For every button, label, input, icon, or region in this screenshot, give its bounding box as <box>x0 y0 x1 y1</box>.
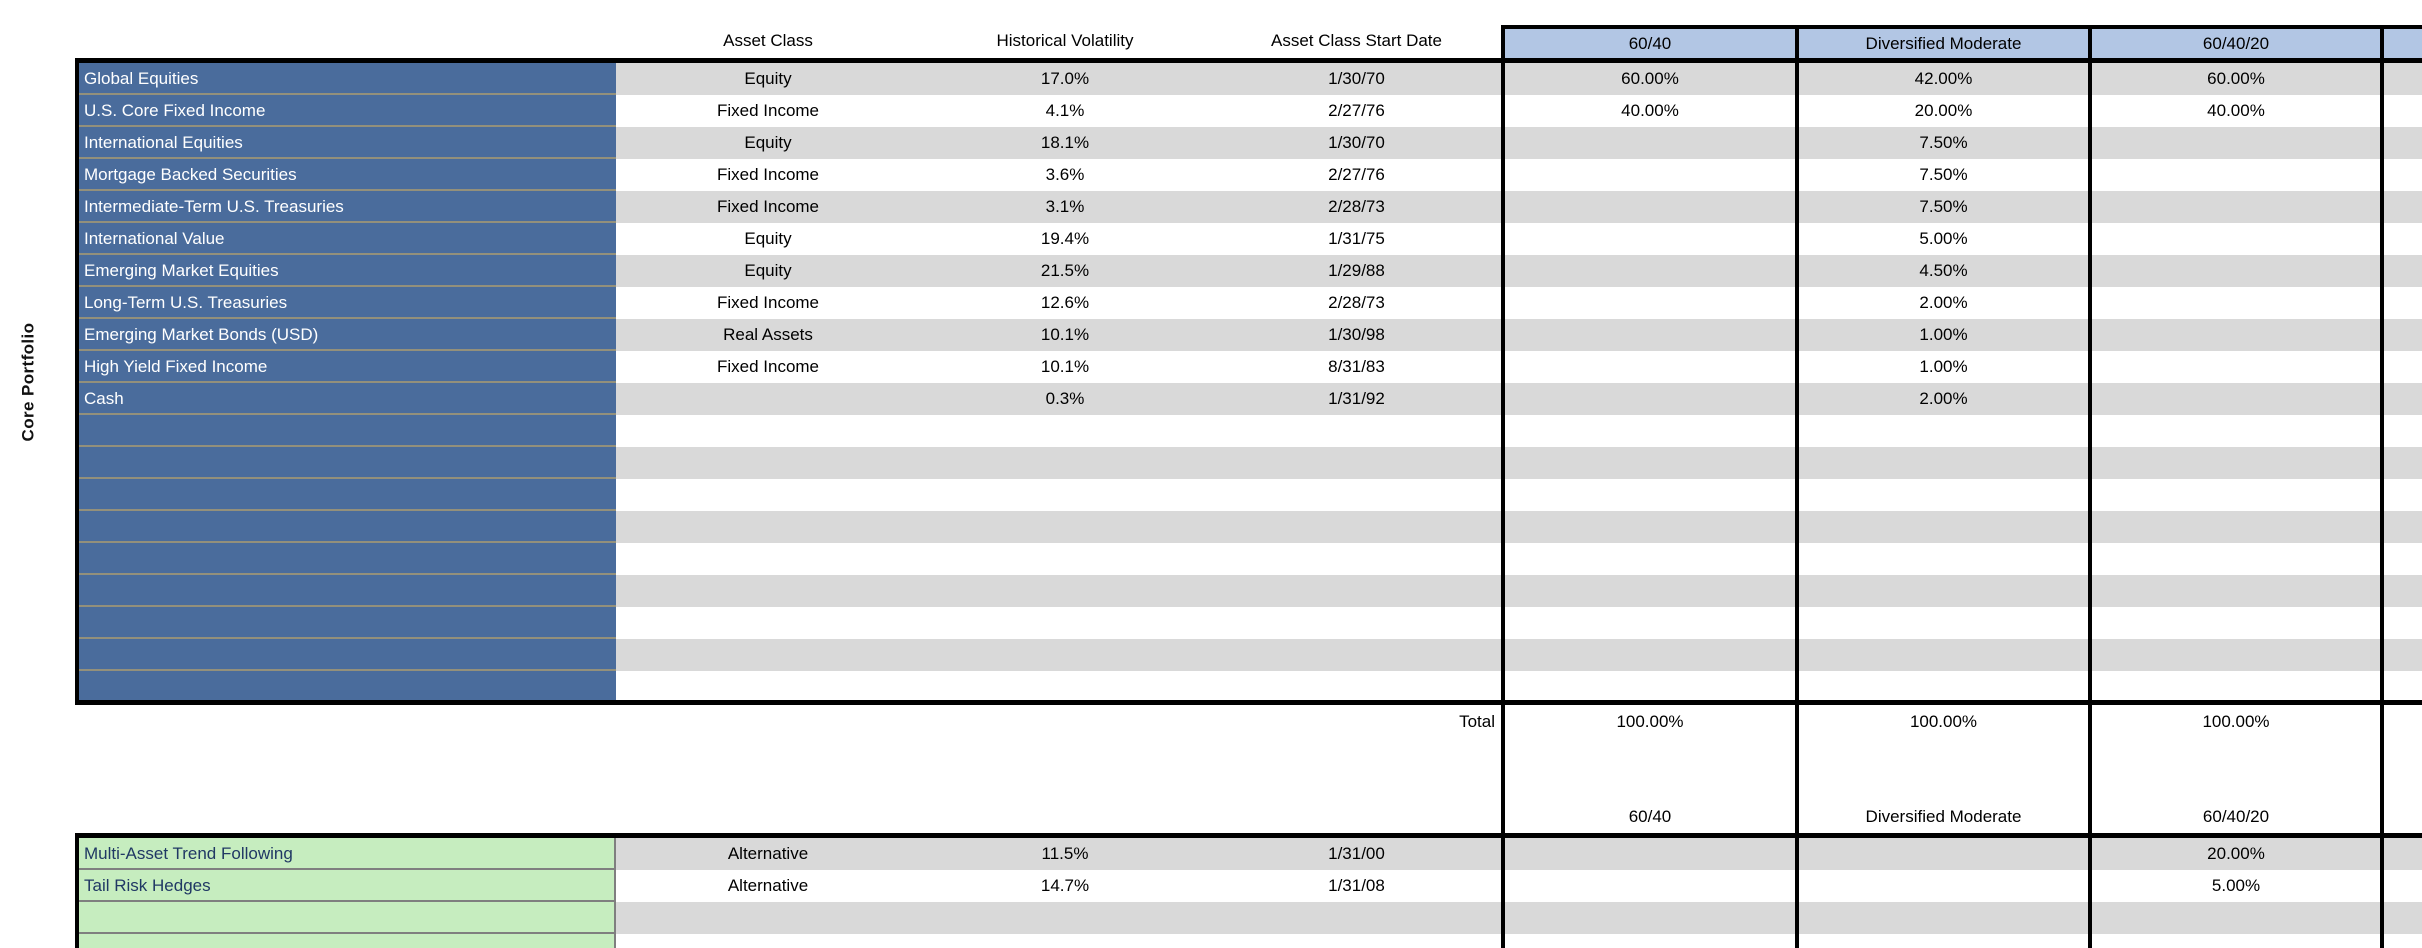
start-date-cell[interactable]: 2/27/76 <box>1328 101 1385 120</box>
asset-class-cell[interactable]: Real Assets <box>616 319 920 351</box>
allocation-cell[interactable] <box>2090 415 2382 447</box>
core-row <box>77 479 2422 511</box>
volatility-cell[interactable]: 11.5% <box>920 838 1210 870</box>
asset-class-cell[interactable] <box>616 383 920 415</box>
spacer-cell[interactable] <box>2382 287 2422 319</box>
allocation-cell[interactable] <box>2090 671 2382 703</box>
start-date-cell[interactable] <box>1210 671 1503 703</box>
allocation-cell[interactable]: 1.00% <box>1797 319 2090 351</box>
core-row <box>77 351 2422 383</box>
spacer-cell[interactable] <box>2382 319 2422 351</box>
asset-class-cell[interactable] <box>616 671 920 703</box>
table-border <box>2380 25 2384 948</box>
allocation-cell[interactable] <box>2090 223 2382 255</box>
row-label-cell[interactable] <box>77 447 616 479</box>
allocation-cell[interactable] <box>1503 934 1797 948</box>
core-row <box>77 287 2422 319</box>
allocation-cell[interactable] <box>2090 543 2382 575</box>
row-label-cell[interactable]: Global Equities <box>77 63 616 95</box>
alt-row <box>77 838 2422 870</box>
start-date-cell[interactable] <box>1210 902 1503 934</box>
volatility-cell[interactable]: 0.3% <box>920 383 1210 415</box>
volatility-cell[interactable]: 10.1% <box>1040 357 1090 376</box>
spacer-cell[interactable] <box>2382 127 2422 159</box>
allocation-cell[interactable] <box>2090 575 2382 607</box>
allocation-cell[interactable] <box>1503 191 1797 223</box>
table-border <box>77 700 2422 705</box>
allocation-cell[interactable] <box>2090 319 2382 351</box>
spacer-cell[interactable] <box>2382 383 2422 415</box>
allocation-cell[interactable] <box>2090 255 2382 287</box>
start-date-cell[interactable]: 1/30/98 <box>1210 319 1503 351</box>
row-label-cell[interactable]: International Value <box>77 223 616 255</box>
volatility-cell[interactable] <box>920 575 1210 607</box>
allocation-cell[interactable] <box>1503 287 1797 319</box>
spacer-cell[interactable] <box>2382 95 2422 127</box>
row-label-cell[interactable] <box>77 511 616 543</box>
core-row <box>77 127 2422 159</box>
start-date-cell[interactable]: 1/31/75 <box>1328 229 1385 248</box>
asset-class-cell[interactable]: Fixed Income <box>616 191 920 223</box>
core-portfolio-table <box>77 63 2422 703</box>
allocation-cell[interactable]: 7.50% <box>1797 127 2090 159</box>
row-label-cell[interactable] <box>77 479 616 511</box>
volatility-cell[interactable]: 17.0% <box>920 63 1210 95</box>
allocation-cell[interactable] <box>2090 607 2382 639</box>
asset-class-cell[interactable]: Equity <box>616 63 920 95</box>
spacer-cell[interactable] <box>2382 543 2422 575</box>
start-date-cell[interactable]: 1/31/08 <box>1328 876 1385 895</box>
volatility-cell[interactable] <box>920 607 1210 639</box>
allocation-cell[interactable] <box>1797 902 2090 934</box>
column-header-historical-volatility[interactable]: Historical Volatility <box>996 31 1134 50</box>
volatility-cell[interactable] <box>920 415 1210 447</box>
start-date-cell[interactable]: 2/27/76 <box>1328 165 1385 184</box>
asset-class-cell[interactable] <box>616 639 920 671</box>
spacer-cell[interactable] <box>2382 838 2422 870</box>
row-label-cell[interactable] <box>77 415 616 447</box>
start-date-cell[interactable]: 1/30/70 <box>1210 127 1503 159</box>
spacer-cell[interactable] <box>2382 255 2422 287</box>
allocation-cell[interactable]: 42.00% <box>1797 63 2090 95</box>
allocation-cell[interactable]: 60.00% <box>2090 63 2382 95</box>
core-row <box>77 63 2422 95</box>
asset-class-cell[interactable] <box>616 479 920 511</box>
start-date-cell[interactable]: 1/29/88 <box>1210 255 1503 287</box>
volatility-cell[interactable] <box>920 511 1210 543</box>
spacer-cell[interactable] <box>2382 870 2422 902</box>
start-date-cell[interactable] <box>1210 934 1503 948</box>
core-row <box>77 607 2422 639</box>
core-row <box>77 575 2422 607</box>
allocation-cell[interactable] <box>1797 447 2090 479</box>
allocation-cell[interactable] <box>1503 255 1797 287</box>
volatility-cell[interactable]: 21.5% <box>920 255 1210 287</box>
allocation-cell[interactable] <box>2090 383 2382 415</box>
table-border <box>75 58 79 705</box>
total-value-60-40-20[interactable]: 100.00% <box>2202 712 2270 731</box>
allocation-cell[interactable] <box>1503 159 1797 191</box>
core-row <box>77 255 2422 287</box>
allocation-cell[interactable] <box>1503 319 1797 351</box>
row-label-cell[interactable]: Emerging Market Bonds (USD) <box>77 319 616 351</box>
allocation-cell[interactable] <box>1503 870 1797 902</box>
asset-class-cell[interactable]: Fixed Income <box>716 165 820 184</box>
allocation-cell[interactable]: 4.50% <box>1797 255 2090 287</box>
spacer-cell[interactable] <box>2382 575 2422 607</box>
spacer-cell[interactable] <box>2382 159 2422 191</box>
volatility-cell[interactable] <box>920 902 1210 934</box>
allocation-cell[interactable]: 20.00% <box>2090 838 2382 870</box>
row-label-cell[interactable] <box>77 543 616 575</box>
allocation-cell[interactable] <box>2090 447 2382 479</box>
allocation-cell[interactable] <box>2090 511 2382 543</box>
row-label-cell[interactable]: Emerging Market Equities <box>77 255 616 287</box>
volatility-cell[interactable]: 3.6% <box>1045 165 1085 184</box>
core-row <box>77 319 2422 351</box>
start-date-cell[interactable] <box>1210 543 1503 575</box>
spacer-cell[interactable] <box>2382 479 2422 511</box>
allocation-cell[interactable] <box>1503 127 1797 159</box>
row-label-cell[interactable] <box>77 575 616 607</box>
column-header-asset-class[interactable]: Asset Class <box>723 31 813 50</box>
allocation-cell[interactable]: 2.00% <box>1919 293 1968 312</box>
volatility-cell[interactable]: 19.4% <box>1040 229 1090 248</box>
core-row <box>77 511 2422 543</box>
spacer-cell[interactable] <box>2382 63 2422 95</box>
allocation-cell[interactable] <box>1797 934 2090 948</box>
alt-row <box>77 934 2422 948</box>
volatility-cell[interactable] <box>920 639 1210 671</box>
allocation-cell[interactable] <box>1503 223 1797 255</box>
column-header-start-date[interactable]: Asset Class Start Date <box>1270 31 1442 50</box>
allocation-cell[interactable] <box>1797 575 2090 607</box>
allocation-cell[interactable] <box>1797 870 2090 902</box>
spacer-cell[interactable] <box>2382 671 2422 703</box>
row-label-cell[interactable]: International Equities <box>77 127 616 159</box>
asset-class-cell[interactable]: Alternative <box>616 838 920 870</box>
row-label-cell[interactable] <box>77 671 616 703</box>
total-label[interactable]: Total <box>1459 712 1495 731</box>
row-label-cell[interactable]: High Yield Fixed Income <box>77 351 616 383</box>
allocation-cell[interactable] <box>2090 287 2382 319</box>
allocation-cell[interactable] <box>2090 639 2382 671</box>
row-label-cell[interactable]: Multi-Asset Trend Following <box>77 838 616 870</box>
asset-class-cell[interactable] <box>616 934 920 948</box>
allocation-cell[interactable] <box>1797 838 2090 870</box>
spacer-cell[interactable] <box>2382 902 2422 934</box>
asset-class-cell[interactable] <box>616 607 920 639</box>
asset-class-cell[interactable] <box>616 447 920 479</box>
row-label-cell[interactable] <box>77 934 616 948</box>
start-date-cell[interactable] <box>1210 447 1503 479</box>
allocation-cell[interactable] <box>1503 575 1797 607</box>
spacer-cell[interactable] <box>2382 415 2422 447</box>
volatility-cell[interactable]: 18.1% <box>920 127 1210 159</box>
asset-class-cell[interactable]: Equity <box>744 229 792 248</box>
allocation-cell[interactable] <box>2090 902 2382 934</box>
row-label-cell[interactable]: Mortgage Backed Securities <box>77 159 616 191</box>
allocation-cell[interactable] <box>1503 447 1797 479</box>
asset-class-cell[interactable]: Fixed Income <box>716 101 820 120</box>
allocation-cell[interactable]: 40.00% <box>2207 101 2265 120</box>
asset-class-cell[interactable]: Alternative <box>727 876 809 895</box>
allocation-cell[interactable] <box>2090 191 2382 223</box>
allocation-cell[interactable]: 1.00% <box>1919 357 1968 376</box>
start-date-cell[interactable]: 1/30/70 <box>1210 63 1503 95</box>
allocation-cell[interactable] <box>1503 351 1797 383</box>
table-border <box>77 833 2422 838</box>
row-label-cell[interactable] <box>77 902 616 934</box>
asset-class-cell[interactable] <box>616 543 920 575</box>
spacer-cell[interactable] <box>2382 934 2422 948</box>
table-border <box>2088 25 2092 948</box>
allocation-cell[interactable]: 2.00% <box>1797 383 2090 415</box>
spacer-cell[interactable] <box>2382 351 2422 383</box>
spacer-cell[interactable] <box>2382 639 2422 671</box>
row-label-cell[interactable] <box>77 607 616 639</box>
allocation-cell[interactable]: 60.00% <box>1503 63 1797 95</box>
start-date-cell[interactable] <box>1210 479 1503 511</box>
allocation-cell[interactable]: 7.50% <box>1919 165 1968 184</box>
start-date-cell[interactable]: 8/31/83 <box>1328 357 1385 376</box>
asset-class-cell[interactable] <box>616 902 920 934</box>
asset-class-cell[interactable]: Fixed Income <box>716 357 820 376</box>
asset-class-cell[interactable] <box>616 575 920 607</box>
asset-class-cell[interactable]: Equity <box>616 255 920 287</box>
table-border <box>77 58 2422 63</box>
start-date-cell[interactable]: 2/28/73 <box>1210 191 1503 223</box>
start-date-cell[interactable]: 2/28/73 <box>1328 293 1385 312</box>
volatility-cell[interactable] <box>920 671 1210 703</box>
allocation-cell[interactable]: 40.00% <box>1621 101 1679 120</box>
allocation-cell[interactable] <box>2090 127 2382 159</box>
volatility-cell[interactable] <box>920 479 1210 511</box>
allocation-cell[interactable] <box>2090 159 2382 191</box>
allocation-cell[interactable] <box>1503 607 1797 639</box>
volatility-cell[interactable]: 10.1% <box>920 319 1210 351</box>
spacer-cell[interactable] <box>2382 511 2422 543</box>
volatility-cell[interactable]: 14.7% <box>1040 876 1090 895</box>
core-row <box>77 383 2422 415</box>
allocation-cell[interactable] <box>2090 479 2382 511</box>
allocation-cell[interactable] <box>1797 671 2090 703</box>
asset-class-cell[interactable] <box>616 511 920 543</box>
start-date-cell[interactable]: 1/31/00 <box>1210 838 1503 870</box>
allocation-cell[interactable] <box>1797 511 2090 543</box>
allocation-cell[interactable] <box>1797 607 2090 639</box>
table-border <box>1501 25 1505 948</box>
volatility-cell[interactable] <box>920 934 1210 948</box>
allocation-cell[interactable] <box>1503 671 1797 703</box>
total-value-60-40[interactable]: 100.00% <box>1616 712 1684 731</box>
table-border <box>1795 25 1799 948</box>
start-date-cell[interactable] <box>1210 511 1503 543</box>
spacer-cell[interactable] <box>2382 607 2422 639</box>
spacer-cell[interactable] <box>2382 223 2422 255</box>
core-row <box>77 223 2422 255</box>
allocation-cell[interactable]: 7.50% <box>1797 191 2090 223</box>
core-row <box>77 95 2422 127</box>
spacer-cell[interactable] <box>2382 191 2422 223</box>
portfolio-header-diversified-moderate[interactable]: Diversified Moderate <box>1865 34 2022 53</box>
allocation-cell[interactable] <box>2090 351 2382 383</box>
start-date-cell[interactable] <box>1210 607 1503 639</box>
row-label-cell[interactable] <box>77 639 616 671</box>
portfolio-header-60-40[interactable]: 60/40 <box>1628 34 1672 53</box>
start-date-cell[interactable]: 1/31/92 <box>1210 383 1503 415</box>
core-row <box>77 671 2422 703</box>
asset-class-cell[interactable] <box>616 415 920 447</box>
start-date-cell[interactable] <box>1210 639 1503 671</box>
volatility-cell[interactable]: 12.6% <box>1040 293 1090 312</box>
allocation-cell[interactable] <box>1797 479 2090 511</box>
core-row <box>77 639 2422 671</box>
row-label-cell[interactable]: Intermediate-Term U.S. Treasuries <box>77 191 616 223</box>
allocation-cell[interactable] <box>1797 639 2090 671</box>
alternatives-table <box>77 838 2422 948</box>
allocation-cell[interactable] <box>1503 543 1797 575</box>
start-date-cell[interactable] <box>1210 575 1503 607</box>
allocation-cell[interactable]: 5.00% <box>1919 229 1968 248</box>
core-row <box>77 447 2422 479</box>
core-portfolio-group-label-text: Core Portfolio <box>18 322 37 441</box>
core-row <box>77 191 2422 223</box>
portfolio-footer-label-diversified-moderate[interactable]: Diversified Moderate <box>1865 807 2022 826</box>
allocation-cell[interactable] <box>2090 934 2382 948</box>
row-label-cell[interactable]: Cash <box>77 383 616 415</box>
core-row <box>77 159 2422 191</box>
core-row <box>77 543 2422 575</box>
volatility-cell[interactable] <box>920 447 1210 479</box>
allocation-cell[interactable] <box>1797 543 2090 575</box>
volatility-cell[interactable]: 4.1% <box>1045 101 1085 120</box>
asset-class-cell[interactable]: Fixed Income <box>716 293 820 312</box>
allocation-cell[interactable]: 20.00% <box>1914 101 1973 120</box>
alt-row <box>77 870 2422 902</box>
allocation-cell[interactable] <box>1503 479 1797 511</box>
allocation-cell[interactable] <box>1503 383 1797 415</box>
allocation-cell[interactable] <box>1503 639 1797 671</box>
alt-row <box>77 902 2422 934</box>
spacer-cell[interactable] <box>2382 447 2422 479</box>
table-border <box>75 833 79 948</box>
allocation-cell[interactable] <box>1503 902 1797 934</box>
row-label-cell[interactable]: Long-Term U.S. Treasuries <box>77 287 616 319</box>
total-value-diversified-moderate[interactable]: 100.00% <box>1909 712 1978 731</box>
core-row <box>77 415 2422 447</box>
allocation-cell[interactable] <box>1797 415 2090 447</box>
core-portfolio-group-label <box>8 58 48 705</box>
volatility-cell[interactable] <box>920 543 1210 575</box>
asset-class-cell[interactable]: Equity <box>616 127 920 159</box>
allocation-cell[interactable]: 5.00% <box>2211 876 2261 895</box>
row-label-cell[interactable]: Tail Risk Hedges <box>77 870 616 902</box>
allocation-cell[interactable] <box>1503 511 1797 543</box>
row-label-cell[interactable]: U.S. Core Fixed Income <box>77 95 616 127</box>
allocation-cell[interactable] <box>1503 838 1797 870</box>
portfolio-header-60-40-20[interactable]: 60/40/20 <box>2202 34 2270 53</box>
volatility-cell[interactable]: 3.1% <box>920 191 1210 223</box>
portfolio-footer-label-60-40-20[interactable]: 60/40/20 <box>2202 807 2270 826</box>
start-date-cell[interactable] <box>1210 415 1503 447</box>
portfolio-footer-label-60-40[interactable]: 60/40 <box>1628 807 1672 826</box>
allocation-cell[interactable] <box>1503 415 1797 447</box>
